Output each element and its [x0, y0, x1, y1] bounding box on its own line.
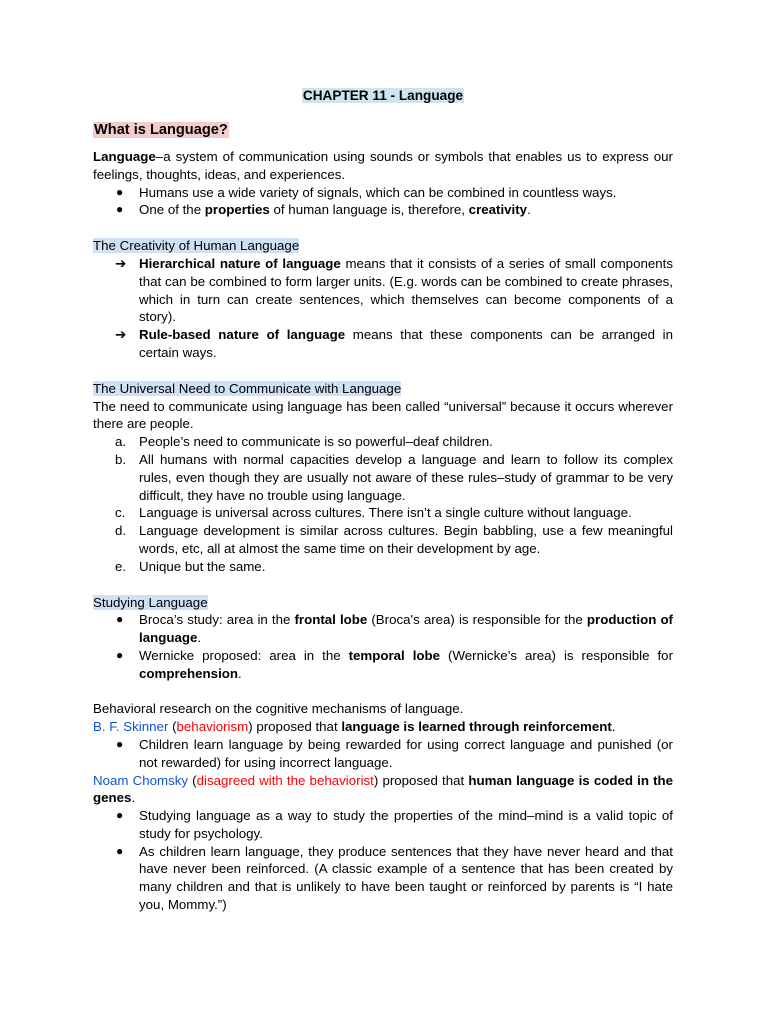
- universal-intro: The need to communicate using language has been called “universal” because it occurs wherever there are people.: [93, 398, 673, 432]
- bullet-marker: ●: [116, 202, 124, 217]
- bullet-marker: ●: [116, 843, 124, 858]
- heading-creativity: The Creativity of Human Language: [93, 238, 300, 254]
- creativity-list: [93, 255, 673, 362]
- list-item: ● Humans use a wide variety of signals, which can be combined in countless ways.: [116, 184, 617, 200]
- list-item: ➔ Rule-based nature of language means that these components can be arranged in certain ways.: [115, 327, 674, 360]
- list-item: ➔ Hierarchical nature of language means that it consists of a series of small components that can be combined to form larger units. (E.g. words can be combined to create phrases, which in turn can create sentences, which themselves can become components of a story).: [115, 255, 673, 325]
- definition-paragraph: Language–a system of communication using sounds or symbols that enables us to express our feelings, thoughts, ideas, and experiences.: [93, 149, 673, 182]
- list-item: c. Language is universal across cultures. There isn’t a single culture without language.: [115, 505, 632, 521]
- heading-what-is-language: What is Language?: [94, 122, 228, 138]
- list-item: ● As children learn language, they produce sentences that they have never heard and that have never been reinforced. (A classic example of a sentence that has been created by many children and that is unlikely to have been taught or reinforced by parents is “I hate you, Mommy.”): [116, 843, 673, 913]
- behavioral-intro: Behavioral research on the cognitive mechanisms of language.: [93, 701, 464, 717]
- list-item: ● Wernicke proposed: area in the temporal lobe (Wernicke’s area) is responsible for comprehension.: [116, 647, 673, 681]
- list-item: ● Broca’s study: area in the frontal lobe (Broca's area) is responsible for the production of language.: [116, 612, 673, 646]
- list-item: ● One of the properties of human language is, therefore, creativity.: [116, 202, 531, 218]
- universal-list: [93, 433, 673, 575]
- arrow-icon: ➔: [115, 255, 127, 271]
- heading-universal-need: The Universal Need to Communicate with Language: [93, 380, 402, 396]
- bullet-marker: ●: [116, 808, 124, 823]
- studying-bullets: [93, 611, 673, 682]
- spacer: [93, 683, 673, 701]
- list-item: ● Children learn language by being rewarded for using correct language and punished (or not rewarded) for using incorrect language.: [116, 736, 673, 770]
- definition-bullets: [93, 184, 673, 220]
- list-item: b. All humans with normal capacities develop a language and learn to follow its complex rules, even though they are usually not aware of these rules–study of grammar to be very difficult, they have no trouble using language.: [115, 451, 673, 503]
- skinner-bullets: [93, 736, 673, 772]
- page-title: CHAPTER 11 - Language: [302, 88, 464, 103]
- chomsky-bullets: [93, 807, 673, 914]
- list-item: e. Unique but the same.: [115, 558, 266, 574]
- bullet-marker: ●: [116, 184, 124, 199]
- list-item: ● Studying language as a way to study the properties of the mind–mind is a valid topic of study for psychology.: [116, 808, 673, 841]
- heading-studying-language: Studying Language: [93, 594, 208, 610]
- arrow-icon: ➔: [115, 327, 127, 343]
- list-item: d. Language development is similar across cultures. Begin babbling, use a few meaningful words, etc, all at almost the same time on their development by age.: [115, 523, 673, 556]
- bullet-marker: ●: [116, 647, 124, 662]
- document-body: [93, 86, 673, 914]
- chomsky-paragraph: Noam Chomsky (disagreed with the behaviorist) proposed that human language is coded in the genes.: [93, 772, 674, 806]
- bullet-marker: ●: [116, 612, 124, 627]
- skinner-paragraph: B. F. Skinner (behaviorism) proposed that language is learned through reinforcement.: [93, 719, 616, 735]
- bullet-marker: ●: [116, 736, 124, 751]
- list-item: a. People’s need to communicate is so powerful–deaf children.: [115, 434, 493, 450]
